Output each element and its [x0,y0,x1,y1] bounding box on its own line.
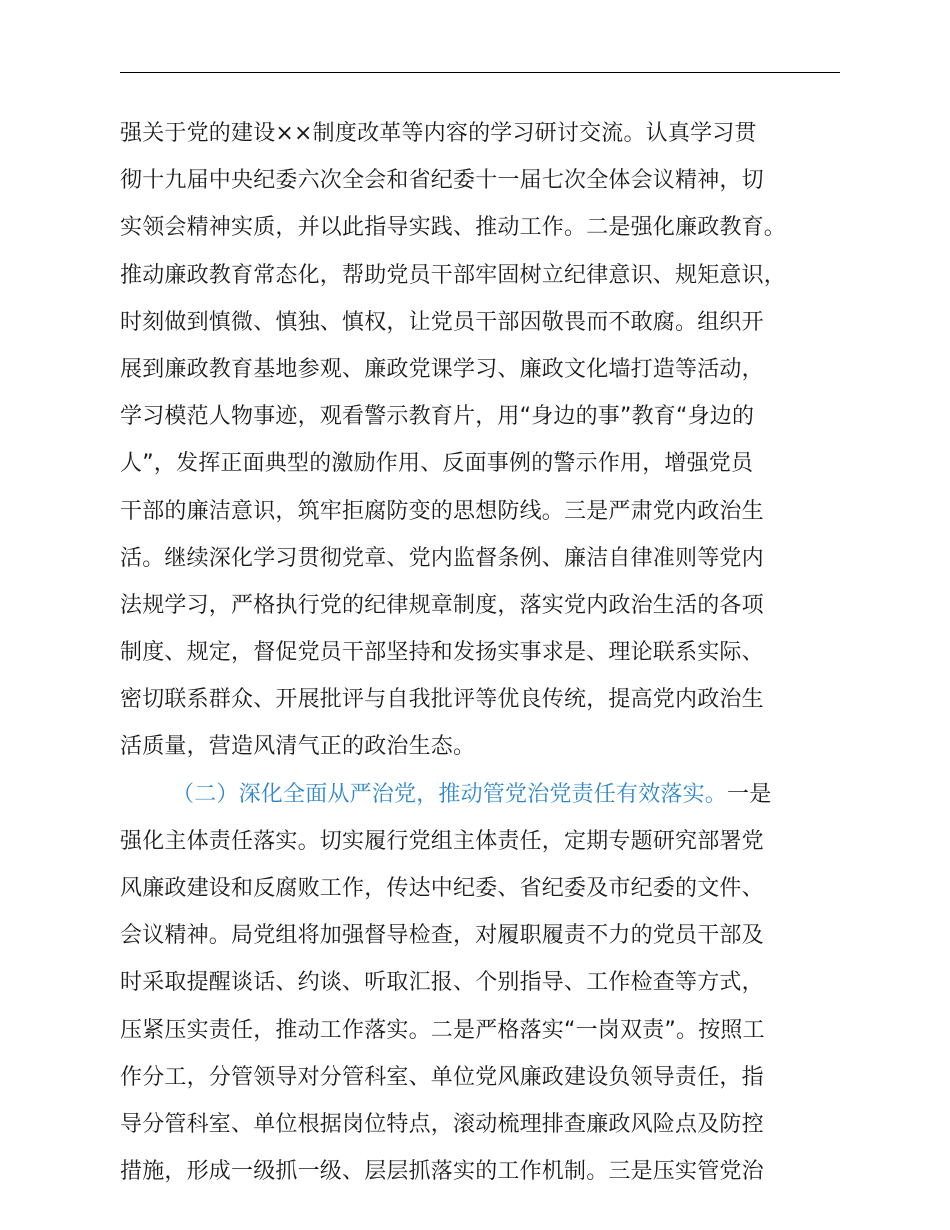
paragraph-line: 彻十九届中央纪委六次全会和省纪委十一届七次全体会议精神，切 [120,168,764,194]
paragraph-line: 风廉政建设和反腐败工作，传达中纪委、省纪委及市纪委的文件、 [120,876,764,901]
paragraph-line: 人”，发挥正面典型的激励作用、反面事例的警示作用，增强党员 [120,451,754,477]
paragraph-line: 活。继续深化学习贯彻党章、党内监督条例、廉洁自律准则等党内 [120,545,764,571]
paragraph-line: 导分管科室、单位根据岗位特点，滚动梳理排查廉政风险点及防控 [120,1111,764,1137]
paragraph-line: 时采取提醒谈话、约谈、听取汇报、个别指导、工作检查等方式， [120,970,764,996]
paragraph-line: 会议精神。局党组将加强督导检查，对履职履责不力的党员干部及 [120,923,764,949]
paragraph-line: 实领会精神实质，并以此指导实践、推动工作。二是强化廉政教育。 [120,215,787,241]
document-body [120,110,860,1195]
paragraph-line: 强化主体责任落实。切实履行党组主体责任，定期专题研究部署党 [120,828,764,854]
paragraph-line: 展到廉政教育基地参观、廉政党课学习、廉政文化墙打造等活动， [120,356,764,382]
paragraph-line: 法规学习，严格执行党的纪律规章制度，落实党内政治生活的各项 [120,592,764,618]
paragraph-line: 学习模范人物事迹，观看警示教育片，用“身边的事”教育“身边的 [120,404,755,430]
paragraph-line: 强关于党的建设××制度改革等内容的学习研讨交流。认真学习贯 [120,121,757,146]
paragraph-line: 压紧压实责任，推动工作落实。二是严格落实“一岗双责”。按照工 [120,1017,765,1043]
paragraph-line: 时刻做到慎微、慎独、慎权，让党员干部因敬畏而不敢腐。组织开 [120,309,764,335]
paragraph-line: 推动廉政教育常态化，帮助党员干部牢固树立纪律意识、规矩意识， [120,262,787,288]
paragraph-line: 制度、规定，督促党员干部坚持和发扬实事求是、理论联系实际、 [120,640,764,666]
section-heading-line [120,771,860,818]
paragraph-line: 作分工，分管领导对分管科室、单位党风廉政建设负领导责任，指 [120,1064,764,1090]
header-rule [120,72,840,73]
paragraph-line: 措施，形成一级抓一级、层层抓落实的工作机制。三是压实管党治 [120,1159,764,1185]
section-heading-tail: 一是 [727,781,772,807]
paragraph-line: 密切联系群众、开展批评与自我批评等优良传统，提高党内政治生 [120,687,764,713]
section-heading: （二）深化全面从严治党，推动管党治党责任有效落实。 [172,781,728,807]
paragraph-line: 活质量，营造风清气正的政治生态。 [120,734,476,760]
paragraph-line: 干部的廉洁意识，筑牢拒腐防变的思想防线。三是严肃党内政治生 [120,498,764,524]
